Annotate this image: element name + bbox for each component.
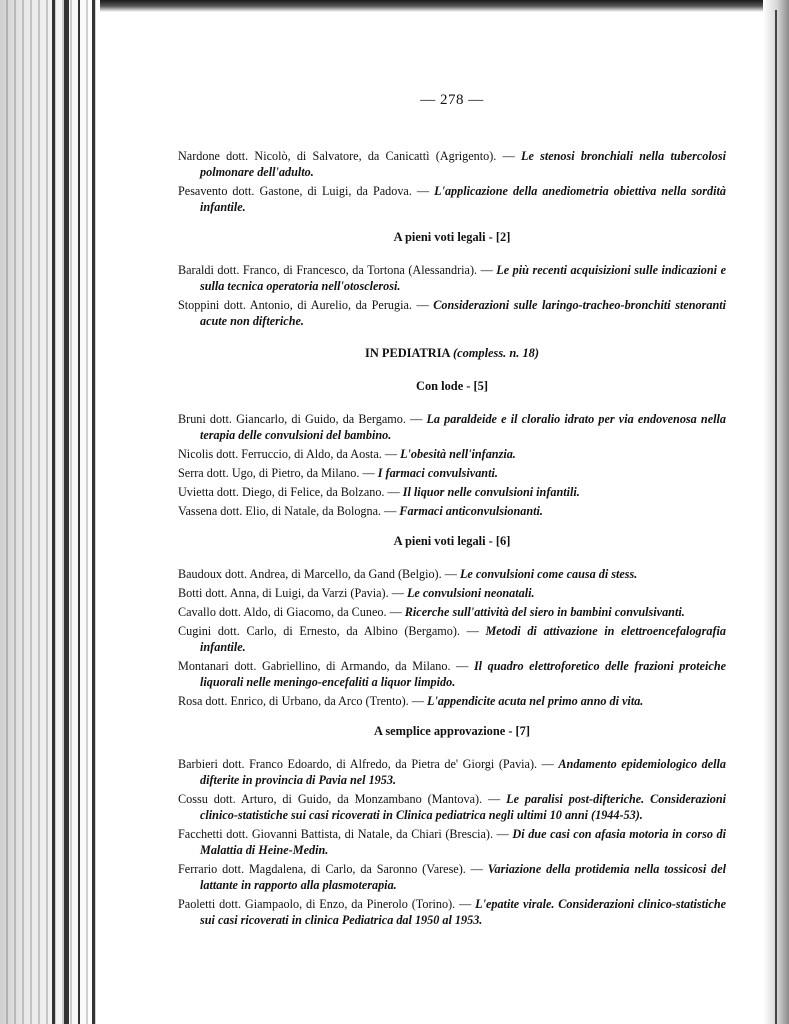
entry-author: Cavallo dott. Aldo, di Giacomo, da Cuneo. <box>178 605 387 619</box>
entry-title: Ricerche sull'attività del siero in bambini convulsivanti. <box>404 605 685 619</box>
entry-author: Rosa dott. Enrico, di Urbano, da Arco (Trento). <box>178 694 409 708</box>
entry-title: Metodi di attivazione in elettroencefalografia infantile. <box>200 624 727 654</box>
entry-title: Le convulsioni neonatali. <box>406 586 535 600</box>
entry-author: Pesavento dott. Gastone, di Luigi, da Padova. <box>178 184 412 198</box>
thesis-entry: Pesavento dott. Gastone, di Luigi, da Padova. — L'applicazione della anediometria obiettiva nella sordità infantile. <box>178 184 726 214</box>
thesis-entry: Nicolis dott. Ferruccio, di Aldo, da Aosta. — L'obesità nell'infanzia. <box>178 447 516 461</box>
document-page <box>178 92 726 931</box>
entry-title: Considerazioni sulle laringo-tracheo-bronchiti stenoranti acute non difteriche. <box>200 298 727 328</box>
thesis-entry: Uvietta dott. Diego, di Felice, da Bolzano. — Il liquor nelle convulsioni infantili. <box>178 485 580 499</box>
entry-author: Cugini dott. Carlo, di Ernesto, da Albino (Bergamo). <box>178 624 460 638</box>
scan-top-shadow <box>0 0 789 12</box>
section-heading: Con lode - [5] <box>416 379 488 393</box>
binding-line <box>78 0 80 1024</box>
entry-author: Ferrario dott. Magdalena, di Carlo, da Saronno (Varese). <box>178 862 466 876</box>
section-heading: A semplice approvazione - [7] <box>373 724 530 738</box>
entry-title: Il liquor nelle convulsioni infantili. <box>402 485 580 499</box>
thesis-entry: Montanari dott. Gabriellino, di Armando, da Milano. — Il quadro elettroforetico delle frazioni proteiche liquorali nelle meningo-encefaliti a liquor limpido. <box>178 659 727 689</box>
entry-author: Serra dott. Ugo, di Pietro, da Milano. <box>178 466 360 480</box>
entry-author: Nardone dott. Nicolò, di Salvatore, da Canicattì (Agrigento). <box>178 149 497 163</box>
entry-author: Cossu dott. Arturo, di Guido, da Monzambano (Mantova). <box>178 792 483 806</box>
thesis-entry: Botti dott. Anna, di Luigi, da Varzi (Pavia). — Le convulsioni neonatali. <box>178 586 535 600</box>
department-count: (compless. n. 18) <box>452 346 539 360</box>
entry-author: Paoletti dott. Giampaolo, di Enzo, da Pinerolo (Torino). <box>178 897 456 911</box>
entry-title: Le paralisi post-difteriche. Considerazioni clinico-statistiche sui casi ricoverati in Clinica pediatrica negli ultimi 10 anni (1944-53). <box>200 792 726 822</box>
entry-author: Baudoux dott. Andrea, di Marcello, da Gand (Belgio). <box>178 567 442 581</box>
entry-title: Farmaci anticonvulsionanti. <box>399 504 543 518</box>
thesis-entry: Cavallo dott. Aldo, di Giacomo, da Cuneo. — Ricerche sull'attività del siero in bambini convulsivanti. <box>178 605 685 619</box>
thesis-entry: Ferrario dott. Magdalena, di Carlo, da Saronno (Varese). — Variazione della protidemia nella tossicosi del lattante in rapporto alla plasmoterapia. <box>178 862 726 892</box>
entry-title: L'applicazione della anediometria obiettiva nella sordità infantile. <box>200 184 726 214</box>
binding-line <box>64 0 69 1024</box>
thesis-entry: Rosa dott. Enrico, di Urbano, da Arco (Trento). — L'appendicite acuta nel primo anno di vita. <box>178 694 644 708</box>
entry-title: Di due casi con afasia motoria in corso di Malattia di Heine-Medin. <box>200 827 726 857</box>
binding-line <box>52 0 55 1024</box>
thesis-entry: Facchetti dott. Giovanni Battista, di Natale, da Chiari (Brescia). — Di due casi con afasia motoria in corso di Malattia di Heine-Medin. <box>178 827 726 857</box>
thesis-entry: Nardone dott. Nicolò, di Salvatore, da Canicattì (Agrigento). — Le stenosi bronchiali nella tubercolosi polmonare dell'adulto. <box>178 149 726 179</box>
scan-right-edge <box>763 0 789 1024</box>
section-heading: A pieni voti legali - [6] <box>393 534 511 548</box>
entry-title: Variazione della protidemia nella tossicosi del lattante in rapporto alla plasmoterapia. <box>200 862 726 892</box>
thesis-entry: Stoppini dott. Antonio, di Aurelio, da Perugia. — Considerazioni sulle laringo-tracheo-bronchiti stenoranti acute non difteriche. <box>178 298 727 328</box>
thesis-entry: Serra dott. Ugo, di Pietro, da Milano. — I farmaci convulsivanti. <box>178 466 498 480</box>
entry-title: L'appendicite acuta nel primo anno di vita. <box>427 694 644 708</box>
entry-author: Vassena dott. Elio, di Natale, da Bologna. <box>178 504 382 518</box>
page-number: — 278 — <box>420 92 484 108</box>
department-heading <box>178 345 726 361</box>
entry-author: Barbieri dott. Franco Edoardo, di Alfredo, da Pietra de' Giorgi (Pavia). <box>178 757 538 771</box>
entry-title: L'obesità nell'infanzia. <box>400 447 516 461</box>
entry-title: La paraldeide e il cloralio idrato per via endovenosa nella terapia delle convulsioni del bambino. <box>200 412 726 442</box>
entry-title: Le più recenti acquisizioni sulle indicazioni e sulla tecnica operatoria nell'otosclerosi. <box>200 263 726 293</box>
binding-line <box>92 0 95 1024</box>
thesis-entry: Baraldi dott. Franco, di Francesco, da Tortona (Alessandria). — Le più recenti acquisizioni sulle indicazioni e sulla tecnica operatoria nell'otosclerosi. <box>178 263 726 293</box>
entry-title: Andamento epidemiologico della difterite in provincia di Pavia nel 1953. <box>200 757 726 787</box>
entry-author: Baraldi dott. Franco, di Francesco, da Tortona (Alessandria). <box>178 263 478 277</box>
entry-author: Bruni dott. Giancarlo, di Guido, da Bergamo. <box>178 412 406 426</box>
entry-author: Facchetti dott. Giovanni Battista, di Natale, da Chiari (Brescia). <box>178 827 494 841</box>
entry-author: Nicolis dott. Ferruccio, di Aldo, da Aosta. <box>178 447 382 461</box>
document-body <box>178 148 726 928</box>
entry-author: Stoppini dott. Antonio, di Aurelio, da Perugia. <box>178 298 412 312</box>
department-name: IN PEDIATRIA <box>365 346 450 360</box>
thesis-entry: Barbieri dott. Franco Edoardo, di Alfredo, da Pietra de' Giorgi (Pavia). — Andamento epidemiologico della difterite in provincia di Pavia nel 1953. <box>178 757 726 787</box>
entry-title: I farmaci convulsivanti. <box>377 466 498 480</box>
thesis-entry: Cugini dott. Carlo, di Ernesto, da Albino (Bergamo). — Metodi di attivazione in elettroencefalografia infantile. <box>178 624 727 654</box>
entry-title: Le stenosi bronchiali nella tubercolosi polmonare dell'adulto. <box>200 149 726 179</box>
thesis-entry: Cossu dott. Arturo, di Guido, da Monzambano (Mantova). — Le paralisi post-difteriche. Considerazioni clinico-statistiche sui casi ricoverati in Clinica pediatrica negli ultimi 10 anni (1944-53). <box>178 792 726 822</box>
thesis-entry: Vassena dott. Elio, di Natale, da Bologna. — Farmaci anticonvulsionanti. <box>178 504 543 518</box>
scan-binding-edge <box>0 0 100 1024</box>
entry-author: Botti dott. Anna, di Luigi, da Varzi (Pavia). <box>178 586 389 600</box>
thesis-entry: Paoletti dott. Giampaolo, di Enzo, da Pinerolo (Torino). — L'epatite virale. Considerazioni clinico-statistiche sui casi ricoverati in clinica Pediatrica dal 1950 al 1953. <box>178 897 727 927</box>
entry-title: Il quadro elettroforetico delle frazioni proteiche liquorali nelle meningo-encefaliti a liquor limpido. <box>200 659 727 689</box>
section-heading: A pieni voti legali - [2] <box>393 230 511 244</box>
entry-author: Uvietta dott. Diego, di Felice, da Bolzano. <box>178 485 385 499</box>
thesis-entry: Baudoux dott. Andrea, di Marcello, da Gand (Belgio). — Le convulsioni come causa di stess. <box>178 567 638 581</box>
thesis-entry: Bruni dott. Giancarlo, di Guido, da Bergamo. — La paraldeide e il cloralio idrato per via endovenosa nella terapia delle convulsioni del bambino. <box>178 412 726 442</box>
entry-title: L'epatite virale. Considerazioni clinico-statistiche sui casi ricoverati in clinica Pediatrica dal 1950 al 1953. <box>200 897 727 927</box>
page-edge-line <box>775 10 777 1024</box>
entry-author: Montanari dott. Gabriellino, di Armando, da Milano. <box>178 659 451 673</box>
entry-title: Le convulsioni come causa di stess. <box>459 567 638 581</box>
